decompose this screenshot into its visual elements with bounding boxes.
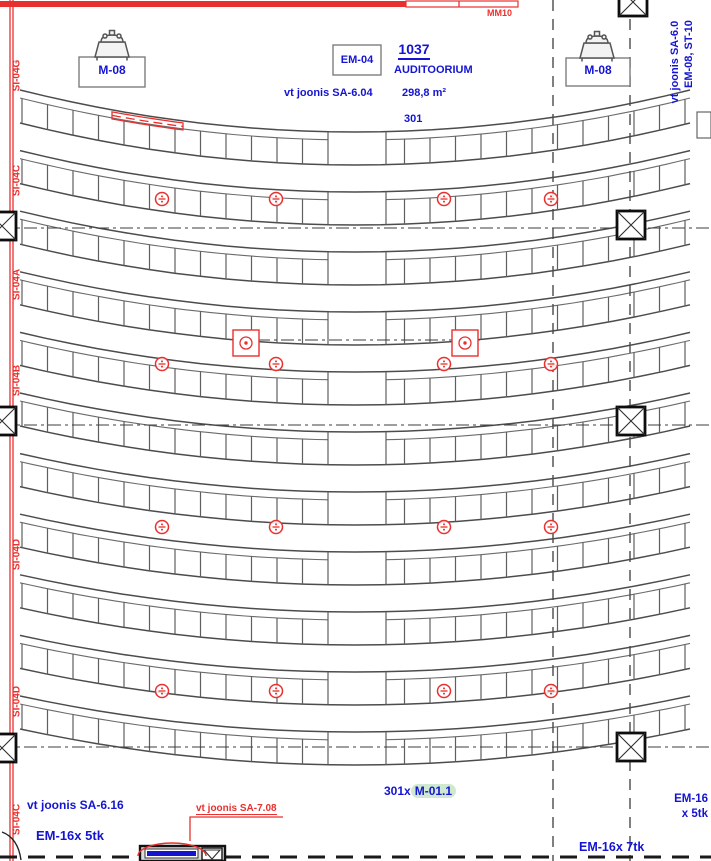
seat-row-band (20, 393, 690, 465)
room-name: AUDITOORIUM (394, 64, 473, 76)
detector-icon (156, 521, 169, 534)
bottom-em16-center: EM-16x 7tk (579, 840, 645, 854)
room-code: 301 (404, 113, 423, 125)
column-marker-icon (0, 407, 16, 435)
detector-icon (438, 358, 451, 371)
ceiling-box-icon (233, 330, 259, 356)
right-tags-label: EM-08, ST-10 (682, 20, 695, 88)
m08-left-label: M-08 (98, 63, 126, 77)
right-ref-label: vt joonis SA-6.0 (668, 20, 681, 104)
seat-row-band (20, 696, 690, 765)
left-label-si04c: SI-04C (11, 164, 23, 197)
seat-row-band (20, 151, 690, 225)
detector-icon (270, 521, 283, 534)
device-blue-bar (147, 851, 196, 856)
detector-icon (270, 358, 283, 371)
red-leader-line (190, 817, 283, 841)
seat-tag-highlight: M-01.1 (411, 784, 456, 798)
detector-icon (545, 521, 558, 534)
drawing-ref-604: vt joonis SA-6.04 (284, 87, 373, 99)
ceiling-box-icon (452, 330, 478, 356)
detector-icon (270, 193, 283, 206)
detector-icon (545, 685, 558, 698)
bottom-em16-right: EM-16 x 5tk (674, 793, 708, 820)
bottom-device (140, 846, 225, 861)
column-marker-icon (0, 212, 16, 240)
seat-row-band (20, 272, 690, 345)
left-label-si04a: SI-04A (11, 268, 23, 301)
bottom-ref-616: vt joonis SA-6.16 (27, 798, 124, 812)
m08-right-label: M-08 (584, 63, 612, 77)
top-red-bar-outline (406, 1, 518, 7)
column-marker-icon (617, 733, 645, 761)
left-label-si04c-2: SI-04C (11, 803, 23, 836)
left-label-si04b: SI-04B (11, 364, 23, 397)
detector-icon (438, 193, 451, 206)
projector-icon (95, 31, 129, 61)
column-marker-icon (617, 211, 645, 239)
detector-icon (156, 685, 169, 698)
em04-label: EM-04 (340, 54, 374, 66)
seat-row-band (20, 90, 690, 165)
detector-icon (545, 358, 558, 371)
column-marker-icon (617, 407, 645, 435)
detector-icon (156, 193, 169, 206)
room-number: 1037 (389, 42, 439, 57)
top-red-bar (0, 1, 406, 7)
left-label-si04d-2: SI-04D (11, 685, 23, 718)
seat-count-tag: 301x M-01.1 (384, 785, 456, 798)
seat-row-band (20, 332, 690, 405)
seat-row-band (20, 211, 690, 285)
projector-icon (580, 32, 614, 62)
detector-icon (545, 193, 558, 206)
bottom-ref-708: vt joonis SA-7.08 (196, 803, 277, 814)
column-marker-icon (0, 734, 16, 762)
mm10-label: MM10 (487, 8, 513, 18)
bottom-em16-left: EM-16x 5tk (36, 828, 104, 843)
detector-icon (156, 358, 169, 371)
room-area: 298,8 m² (402, 87, 447, 99)
left-label-si04d-1: SI-04D (11, 538, 23, 571)
seating-rows (20, 90, 690, 765)
detector-icon (438, 521, 451, 534)
left-label-si04g: SI-04G (11, 59, 23, 92)
detector-icon (438, 685, 451, 698)
column-marker-icon (619, 0, 647, 16)
seat-row-band (20, 635, 690, 705)
detector-icon (270, 685, 283, 698)
partial-seat (697, 112, 711, 138)
